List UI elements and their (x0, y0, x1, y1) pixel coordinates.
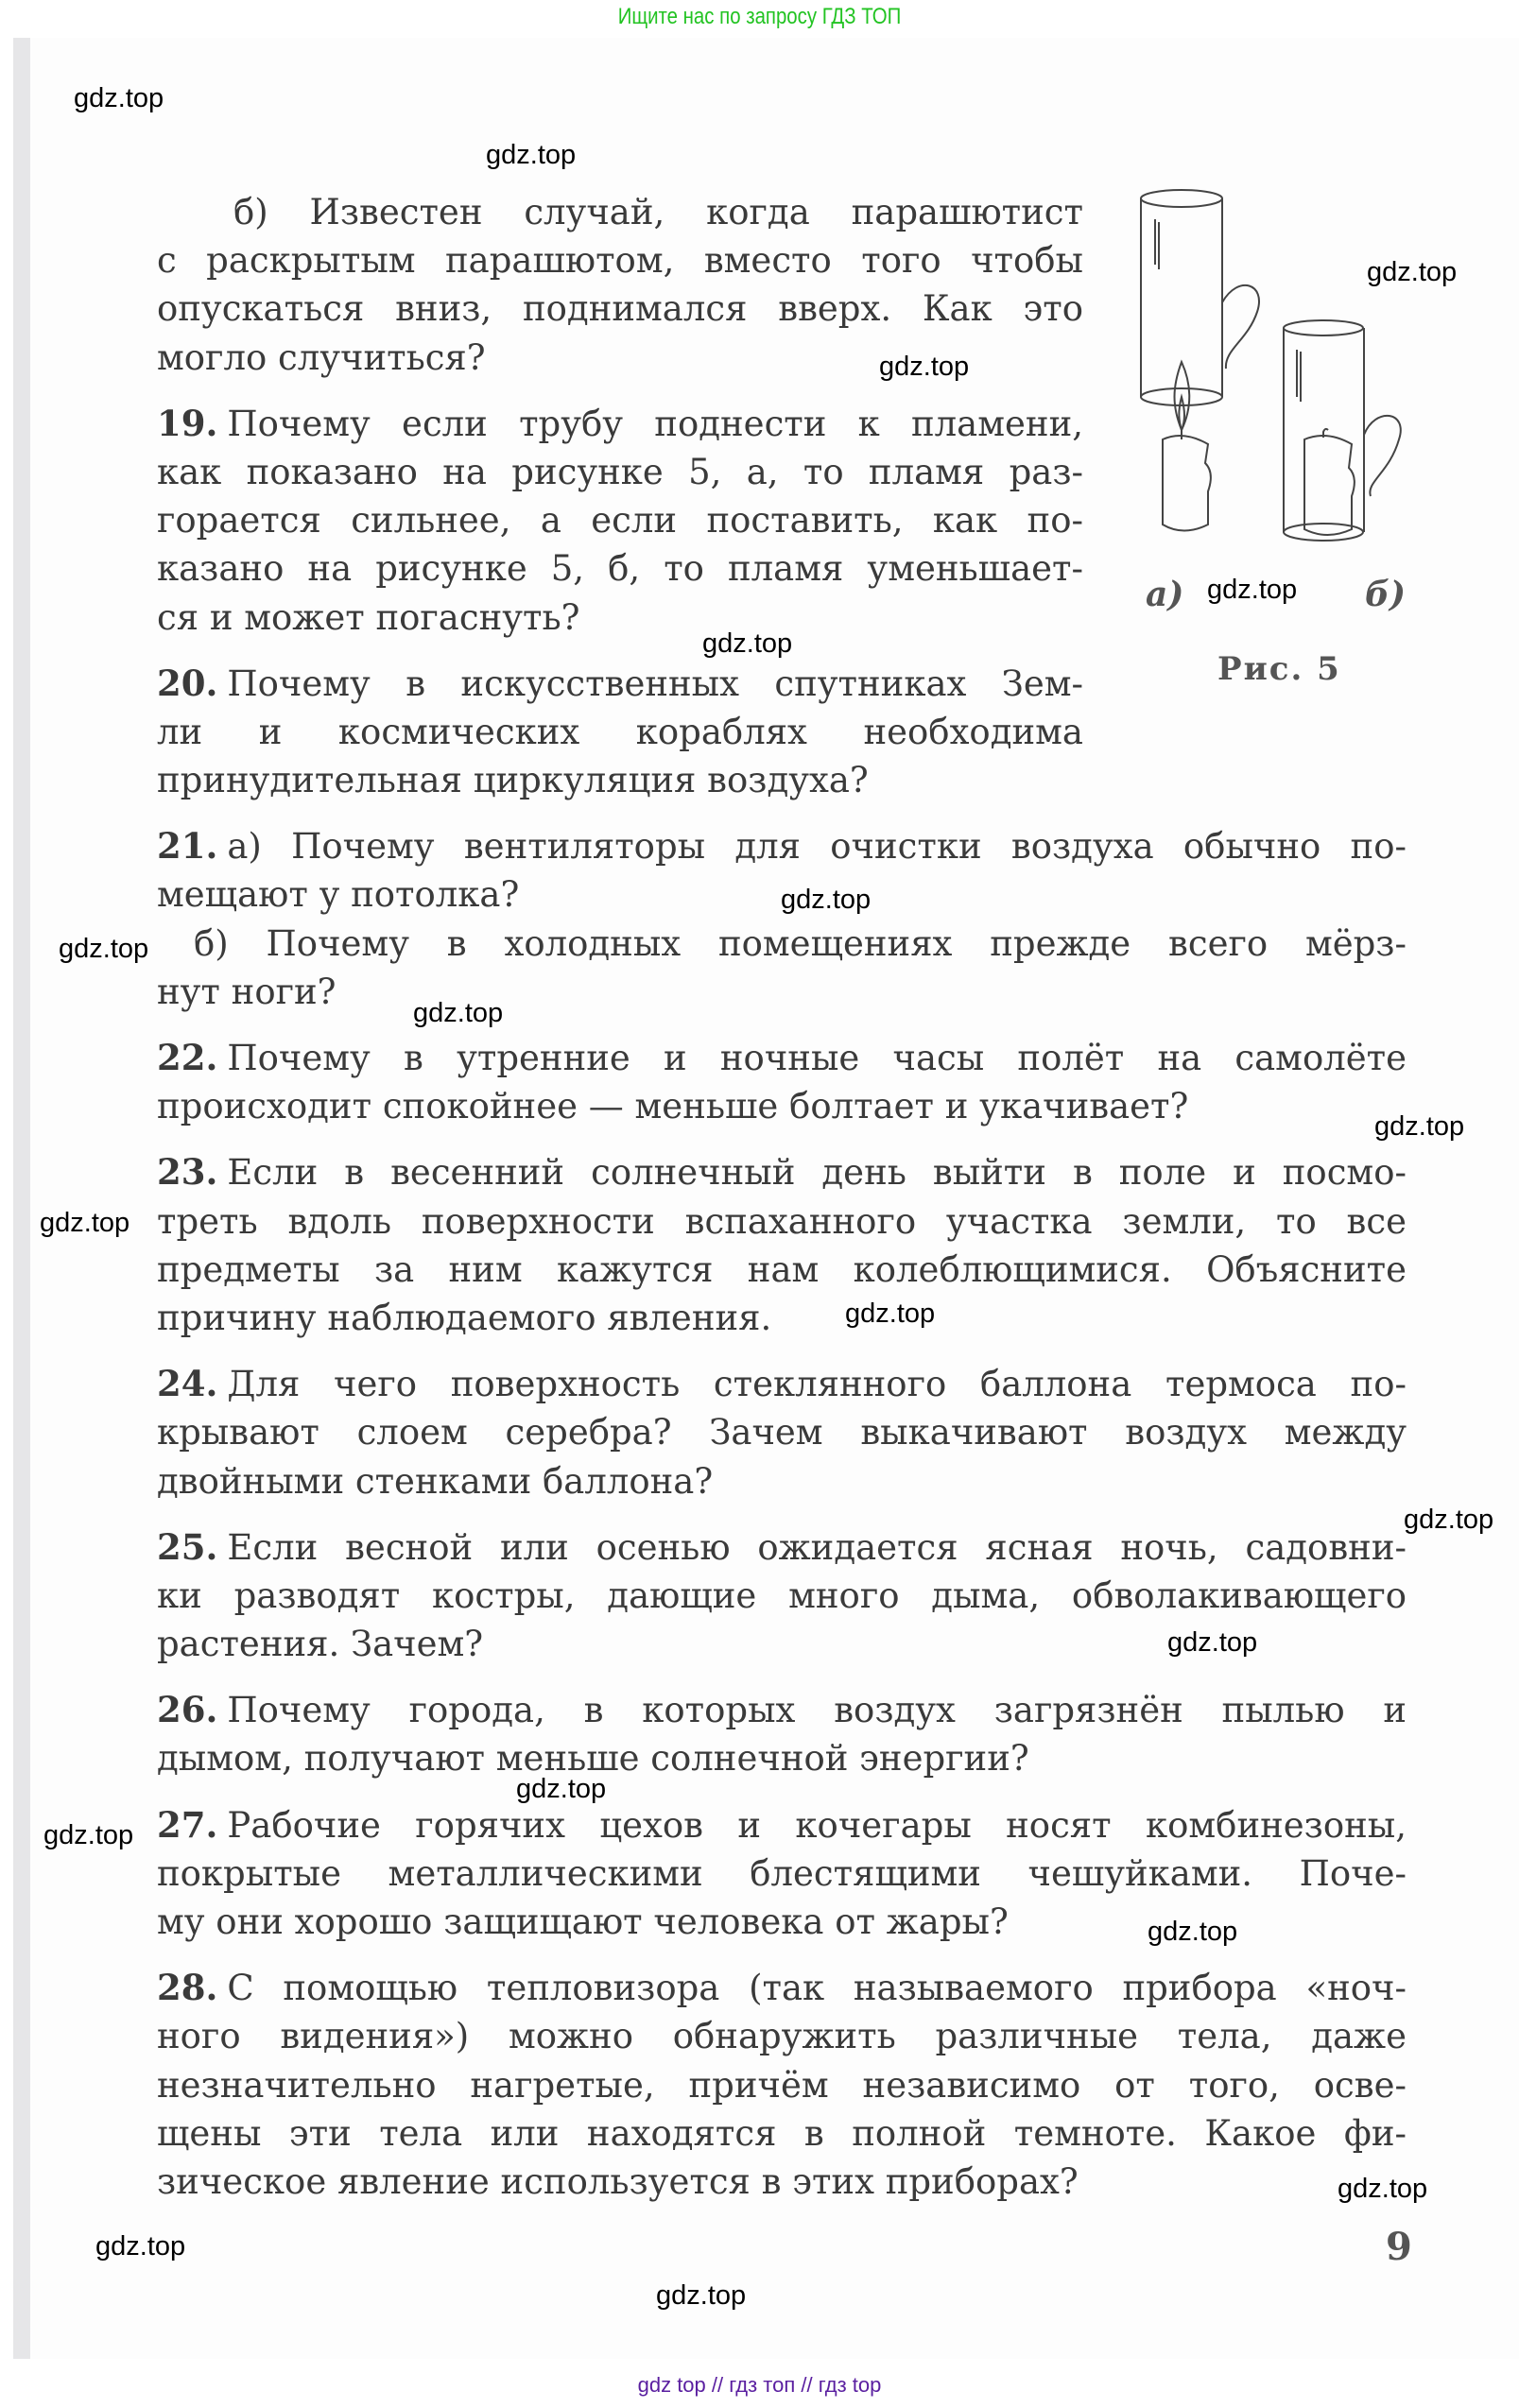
text-line (157, 1801, 1407, 1849)
line-text: предметы за ним кажутся нам колеблющимися. Объясните (157, 1248, 1407, 1290)
line-text: Рабочие горячих цехов и кочегары носят комбинезоны, (227, 1804, 1407, 1846)
question-22 (157, 1034, 1407, 1130)
question-28 (157, 1964, 1407, 2206)
question-number: 28. (157, 1967, 218, 2009)
watermark-text: gdz.top (1148, 1917, 1238, 1947)
question-23 (157, 1148, 1407, 1342)
candle-a (1163, 362, 1211, 531)
watermark-text: gdz.top (1338, 2174, 1428, 2204)
watermark-text: gdz.top (59, 934, 149, 964)
figure-label-b: б) (1365, 575, 1407, 614)
text-line (157, 400, 1083, 448)
text-line (157, 1246, 1407, 1294)
text-line (157, 968, 1407, 1016)
text-line (157, 1034, 1407, 1082)
text-line (157, 708, 1083, 756)
line-text: Почему города, в которых воздух загрязнён пылью и (227, 1690, 1407, 1731)
watermark-text: gdz.top (413, 998, 504, 1028)
text-line (157, 1734, 1407, 1782)
text-line (157, 1849, 1407, 1898)
line-text: Для чего поверхность стеклянного баллона термоса по- (227, 1364, 1407, 1405)
line-text: Почему в утренние и ночные часы полёт на самолёте (227, 1038, 1407, 1078)
text-line (157, 593, 1083, 642)
line-text: принудительная циркуляция воздуха? (157, 760, 869, 801)
text-line (157, 822, 1407, 870)
line-text: нут ноги? (157, 971, 337, 1012)
watermark-text: gdz.top (702, 628, 793, 659)
question-number: 21. (157, 825, 218, 868)
watermark-text: gdz.top (95, 2231, 186, 2262)
text-line (157, 2109, 1407, 2158)
line-text: зическое явление используется в этих приборах? (157, 2160, 1079, 2202)
line-text: Почему если трубу поднести к пламени, (227, 403, 1083, 444)
text-line (157, 1572, 1407, 1620)
question-number: 20. (157, 662, 218, 704)
watermark-text: gdz.top (845, 1299, 936, 1329)
line-text: могло случиться? (157, 336, 486, 378)
watermark-text: gdz.top (879, 352, 970, 382)
question-number: 22. (157, 1037, 218, 1078)
watermark-text: gdz.top (74, 83, 164, 113)
text-line (157, 2061, 1407, 2109)
line-text: Если весной или осенью ожидается ясная ночь, садовни- (227, 1526, 1407, 1568)
line-text: покрытые металлическими блестящими чешуйками. Поче- (157, 1852, 1407, 1894)
figure-caption: Рис. 5 (1217, 650, 1341, 688)
figure-label-a: а) (1146, 575, 1184, 614)
line-text: как показано на рисунке 5, а, то пламя раз- (157, 451, 1083, 492)
question-21 (157, 822, 1407, 1016)
line-text: Если в весенний солнечный день выйти в поле и посмо- (227, 1152, 1407, 1194)
watermark-text: gdz.top (656, 2280, 747, 2311)
watermark-text: gdz.top (40, 1208, 130, 1238)
text-line (157, 284, 1083, 333)
text-line (157, 1360, 1407, 1408)
line-text: казано на рисунке 5, б, то пламя уменьшает- (157, 548, 1083, 590)
text-line (157, 496, 1083, 544)
line-text: щены эти тела или находятся в полной темноте. Какое фи- (157, 2112, 1407, 2154)
line-text: незначительно нагретые, причём независимо от того, осве- (157, 2064, 1407, 2106)
line-text: ки разводят костры, дающие много дыма, обволакивающего (157, 1574, 1407, 1616)
question-26 (157, 1686, 1407, 1782)
line-text: растения. Зачем? (157, 1624, 484, 1665)
watermark-text: gdz.top (516, 1774, 607, 1804)
line-text: мещают у потолка? (157, 874, 520, 916)
question-number: 23. (157, 1151, 218, 1194)
line-text: а) Почему вентиляторы для очистки воздуха обычно по- (227, 826, 1407, 868)
line-text: происходит спокойнее — меньше болтает и укачивает? (157, 1086, 1189, 1127)
search-banner[interactable]: Ищите нас по запросу ГДЗ ТОП (617, 4, 902, 29)
line-text: б) Известен случай, когда парашютист (233, 192, 1083, 232)
text-line (157, 1408, 1407, 1456)
question-number: 26. (157, 1689, 218, 1731)
footer-banner[interactable]: gdz top // гдз топ // гдз top (637, 2373, 882, 2397)
line-text: опускаться вниз, поднимался вверх. Как это (157, 288, 1083, 330)
text-line (157, 1457, 1407, 1505)
watermark-text: gdz.top (43, 1820, 134, 1850)
watermark-text: gdz.top (1374, 1111, 1465, 1142)
text-line (157, 1197, 1407, 1246)
line-text: с раскрытым парашютом, вместо того чтобы (157, 240, 1083, 282)
page-number: 9 (1386, 2225, 1412, 2269)
watermark-text: gdz.top (486, 140, 577, 170)
line-text: б) Почему в холодных помещениях прежде всего мёрз- (194, 922, 1407, 964)
text-line (157, 188, 1083, 236)
question-number: 24. (157, 1363, 218, 1405)
text-line (157, 756, 1083, 804)
question-number: 27. (157, 1803, 218, 1846)
line-text: двойными стенками баллона? (157, 1460, 714, 1502)
text-line (157, 1686, 1407, 1734)
line-text: ли и космических кораблях необходима (157, 711, 1083, 752)
watermark-text: gdz.top (1404, 1505, 1494, 1535)
question-number: 19. (157, 402, 218, 444)
tube-a (1141, 190, 1259, 405)
text-line (157, 1294, 1407, 1342)
line-text: С помощью тепловизора (так называемого прибора «ноч- (227, 1968, 1407, 2009)
line-text: крывают слоем серебра? Зачем выкачивают воздух между (157, 1412, 1407, 1453)
text-line (157, 2158, 1407, 2206)
text-line (157, 544, 1083, 593)
line-text: причину наблюдаемого явления. (157, 1297, 772, 1338)
line-text: му они хорошо защищают человека от жары? (157, 1901, 1009, 1942)
tube-b (1284, 320, 1401, 541)
text-line (157, 1964, 1407, 2012)
text-line (157, 2012, 1407, 2060)
watermark-text: gdz.top (1207, 575, 1298, 605)
question-24 (157, 1360, 1407, 1505)
text-line (157, 236, 1083, 284)
text-line (157, 660, 1083, 708)
figure-5-candles (1087, 170, 1519, 699)
question-19 (157, 400, 1083, 642)
line-text: Почему в искусственных спутниках Зем- (227, 662, 1083, 704)
watermark-text: gdz.top (1367, 257, 1458, 287)
line-text: треть вдоль поверхности вспаханного участка земли, то все (157, 1200, 1407, 1242)
text-line (157, 1082, 1407, 1130)
watermark-text: gdz.top (1167, 1627, 1258, 1658)
line-text: ся и может погаснуть? (157, 596, 580, 638)
text-line (157, 1148, 1407, 1196)
line-text: ного видения») можно обнаружить различные тела, даже (157, 2016, 1407, 2057)
line-text: горается сильнее, а если поставить, как по- (157, 500, 1083, 542)
text-line (157, 1523, 1407, 1572)
text-line (157, 448, 1083, 496)
text-line (157, 920, 1407, 968)
line-text: дымом, получают меньше солнечной энергии? (157, 1738, 1029, 1780)
question-number: 25. (157, 1525, 218, 1568)
watermark-text: gdz.top (781, 885, 872, 915)
question-20 (157, 660, 1083, 805)
